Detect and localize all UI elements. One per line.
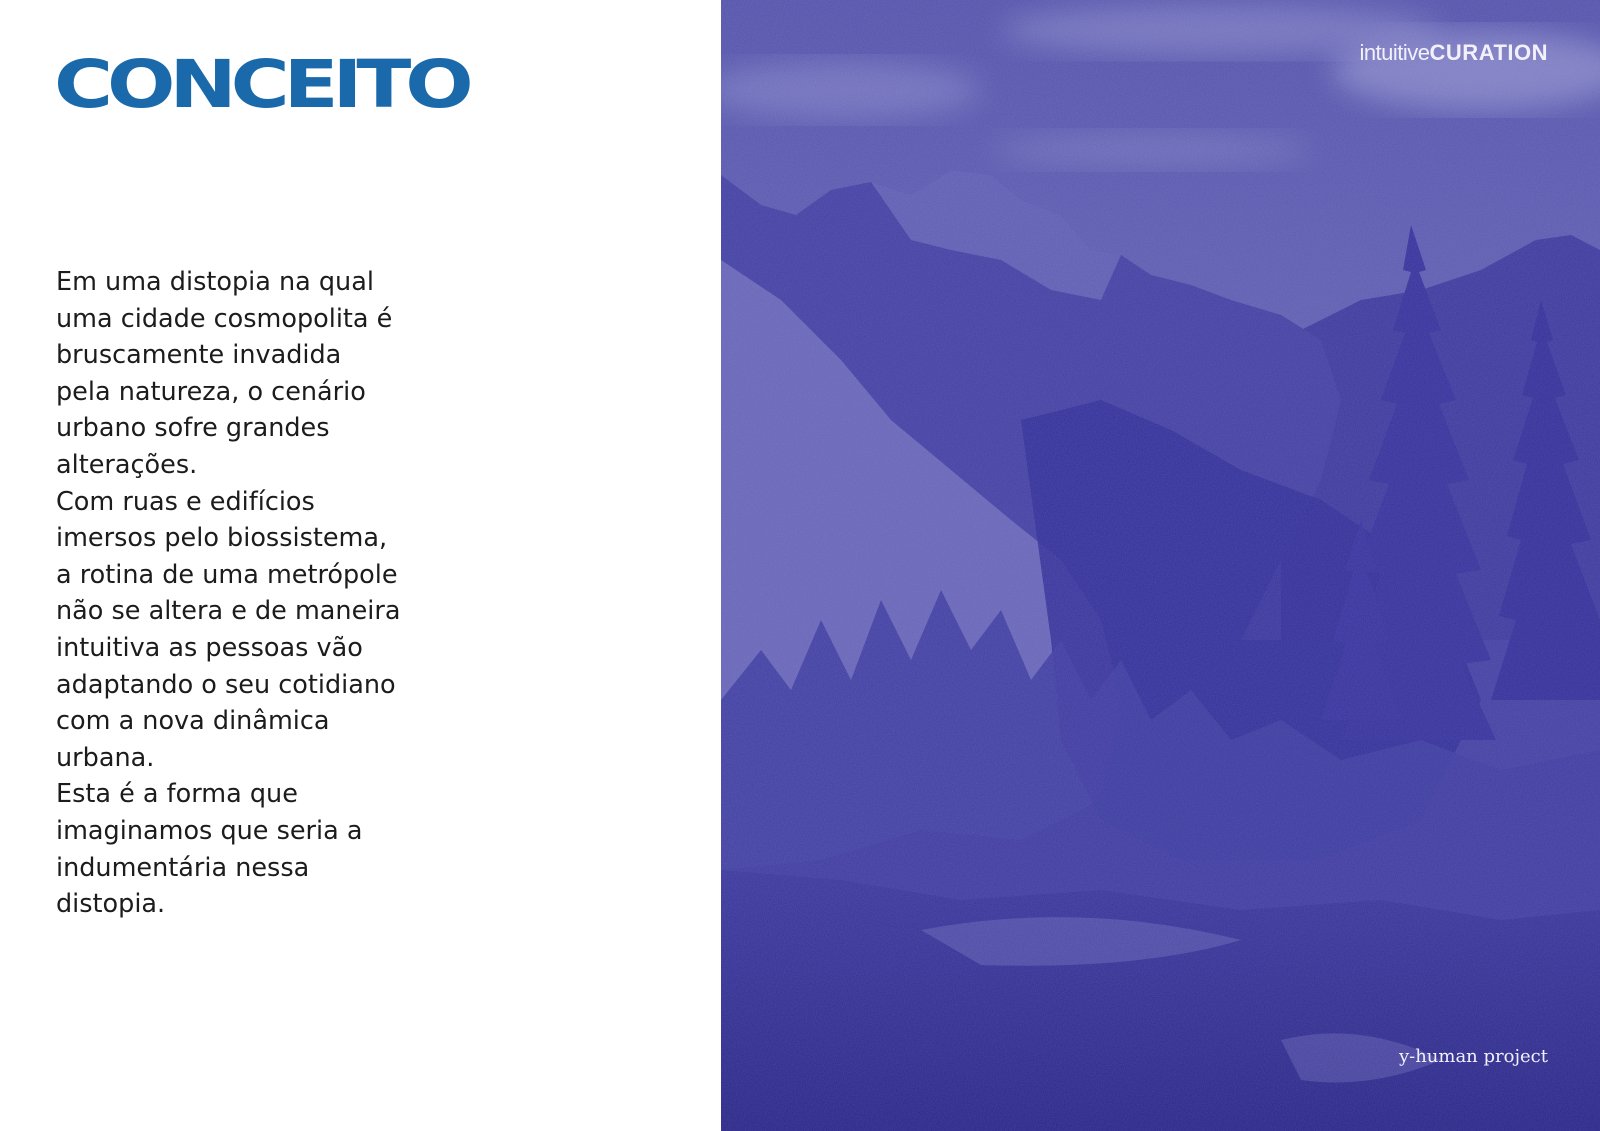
right-page	[721, 0, 1600, 1131]
concept-paragraph: Em uma distopia na qual uma cidade cosmopolita é bruscamente invadida pela natureza, o cenário urbano sofre grandes alterações.	[56, 267, 393, 480]
concept-paragraph: Com ruas e edifícios imersos pelo biossistema, a rotina de uma metrópole não se altera e de maneira intuitiva as pessoas vão adaptando o seu cotidiano com a nova dinâmica urbana.	[56, 486, 401, 773]
project-caption: y-human project	[1398, 1046, 1548, 1067]
brand-logo-bold: CURATION	[1429, 40, 1548, 65]
grain-texture	[721, 0, 1600, 1131]
concept-paragraph: Esta é a forma que imaginamos que seria a indumentária nessa distopia.	[56, 779, 363, 920]
left-page	[0, 0, 721, 1131]
brand-logo-light: intuitive	[1359, 40, 1430, 65]
mountain-landscape-image	[721, 0, 1600, 1131]
page-title: CONCEITO	[54, 46, 468, 123]
brand-logo	[1359, 42, 1548, 64]
concept-text	[56, 264, 401, 923]
